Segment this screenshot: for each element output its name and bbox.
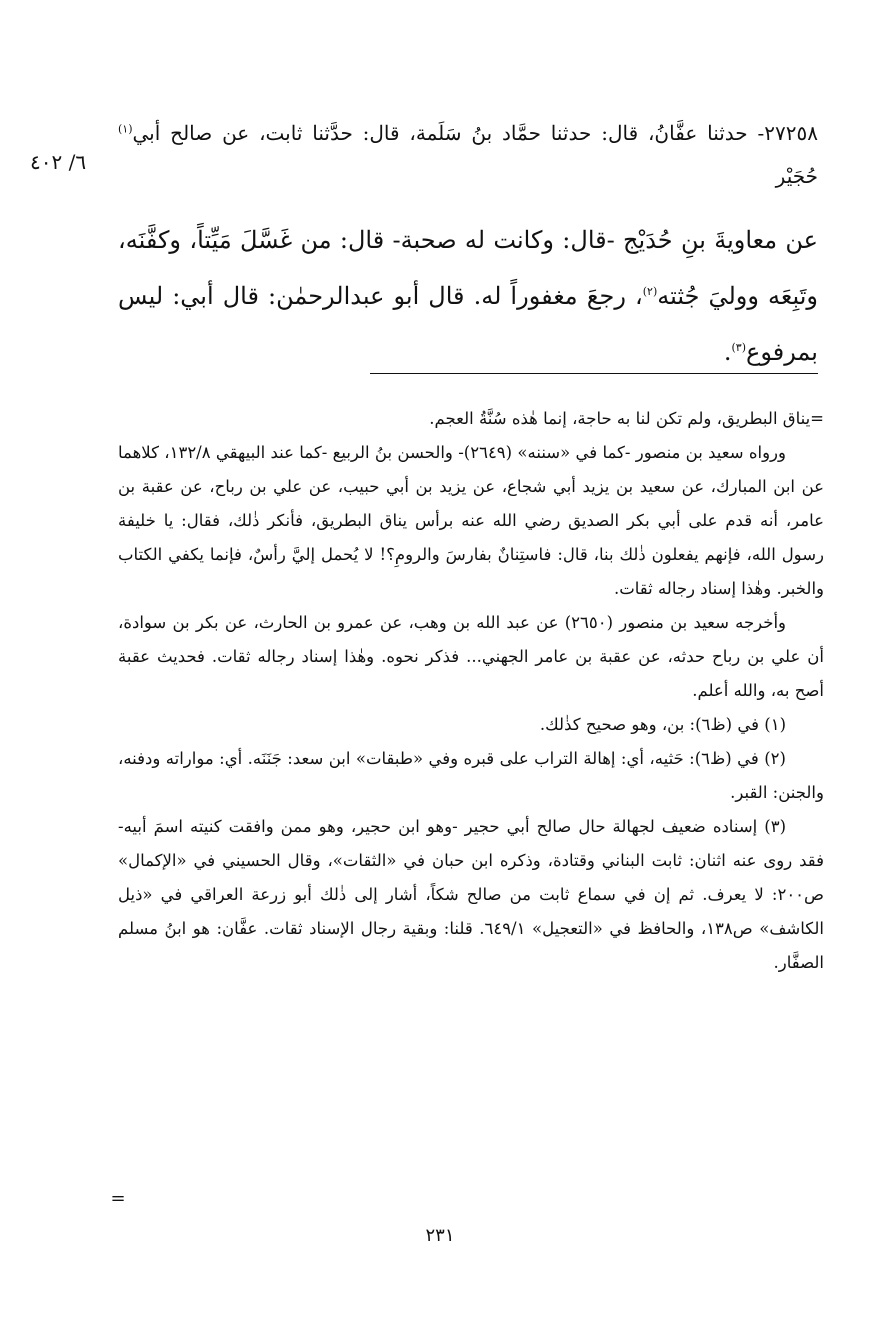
isnad-text: ٢٧٢٥٨- حدثنا عفَّانُ، قال: حدثنا حمَّاد بنُ سَلَمة، قال: حدَّثنا ثابت، عن صالح أبي — [132, 121, 818, 145]
hadith-matn — [118, 212, 818, 380]
continuation-mark: = — [110, 1188, 126, 1209]
footnote-3: (٣) إسناده ضعيف لجهالة حال صالح أبي حجير -وهو ابن حجير، وهو ممن وافقت كنيته اسمَ أبيه- فقد روى عنه اثنان: ثابت البناني وقتادة، وذكره ابن حبان في «الثقات»، وقال الحسيني في «الإكمال» ص٢٠٠: لا يعرف. ثم إن في سماع ثابت من صالح شكاً، أشار إلى ذٰلك أبو زرعة العراقي في «ذيل الكاشف» ص١٣٨، والحافظ في «التعجيل» ٦٤٩/١. قلنا: وبقية رجال الإسناد ثقات. عفَّان: هو ابنُ مسلم الصفَّار. — [118, 817, 824, 972]
footnote-ref-3: (٣) — [731, 341, 746, 354]
page-number: ٢٣١ — [425, 1225, 455, 1246]
footnote-1: (١) في (ظ٦): بن، وهو صحيح كذٰلك. — [539, 715, 786, 734]
footnotes — [118, 402, 824, 980]
matn-text-3: . — [723, 338, 732, 366]
note-paragraph-2: ورواه سعيد بن منصور -كما في «سننه» (٢٦٤٩)- والحسن بنُ الربيع -كما عند البيهقي ١٣٢/٨، كلاهما عن ابن المبارك، عن سعيد بن يزيد أبي شجاع، عن يزيد بن أبي حبيب، عن علي بن رباح، عن عقبة بن عامر، أنه قدم على أبي بكر الصديق رضي الله عنه برأس يناق البطريق، فأنكر ذٰلك، فقال: يا خليفة رسول الله، فإنهم يفعلون ذٰلك بنا، قال: فاستِنانٌ بفارسَ والرومِ؟! لا يُحمل إليَّ رأسٌ، فإنما يكفي الكتاب والخبر. وهٰذا إسناد رجاله ثقات. — [118, 443, 824, 598]
footnote-ref-2: (٢) — [642, 285, 658, 298]
note-continuation: =يناق البطريق، ولم تكن لنا به حاجة، إنما هٰذه سُنَّةُ العجم. — [429, 409, 824, 428]
note-paragraph-3: وأخرجه سعيد بن منصور (٢٦٥٠) عن عبد الله بن وهب، عن عمرو بن الحارث، عن بكر بن سوادة، أن علي بن رباح حدثه، عن عقبة بن عامر الجهني... فذكر نحوه. وهٰذا إسناد رجاله ثقات. فحديث عقبة أصح به، والله أعلم. — [118, 613, 824, 700]
margin-reference: ٦/ ٤٠٢ — [30, 150, 87, 174]
hadith-isnad — [118, 112, 818, 198]
footnote-separator — [370, 373, 818, 374]
footnote-2: (٢) في (ظ٦): حَثيه، أي: إهالة التراب على قبره وفي «طبقات» ابن سعد: جَنَنَه. أي: مواراته ودفنه، والجنن: القبر. — [118, 749, 824, 802]
matn-text-2: ، رجعَ مغفوراً له. قال أبو عبدالرحمٰن: قال أبي: ليس بمرفوع — [118, 282, 818, 366]
isnad-end: حُجَيْر — [775, 164, 818, 188]
footnote-ref-1: (١) — [118, 122, 133, 136]
matn-text-1: عن معاويةَ بنِ حُدَيْج -قال: وكانت له صحبة- قال: من غَسَّلَ مَيِّتاً، وكفَّنَه، وتَبِعَه ووليَ جُثته — [118, 226, 819, 310]
